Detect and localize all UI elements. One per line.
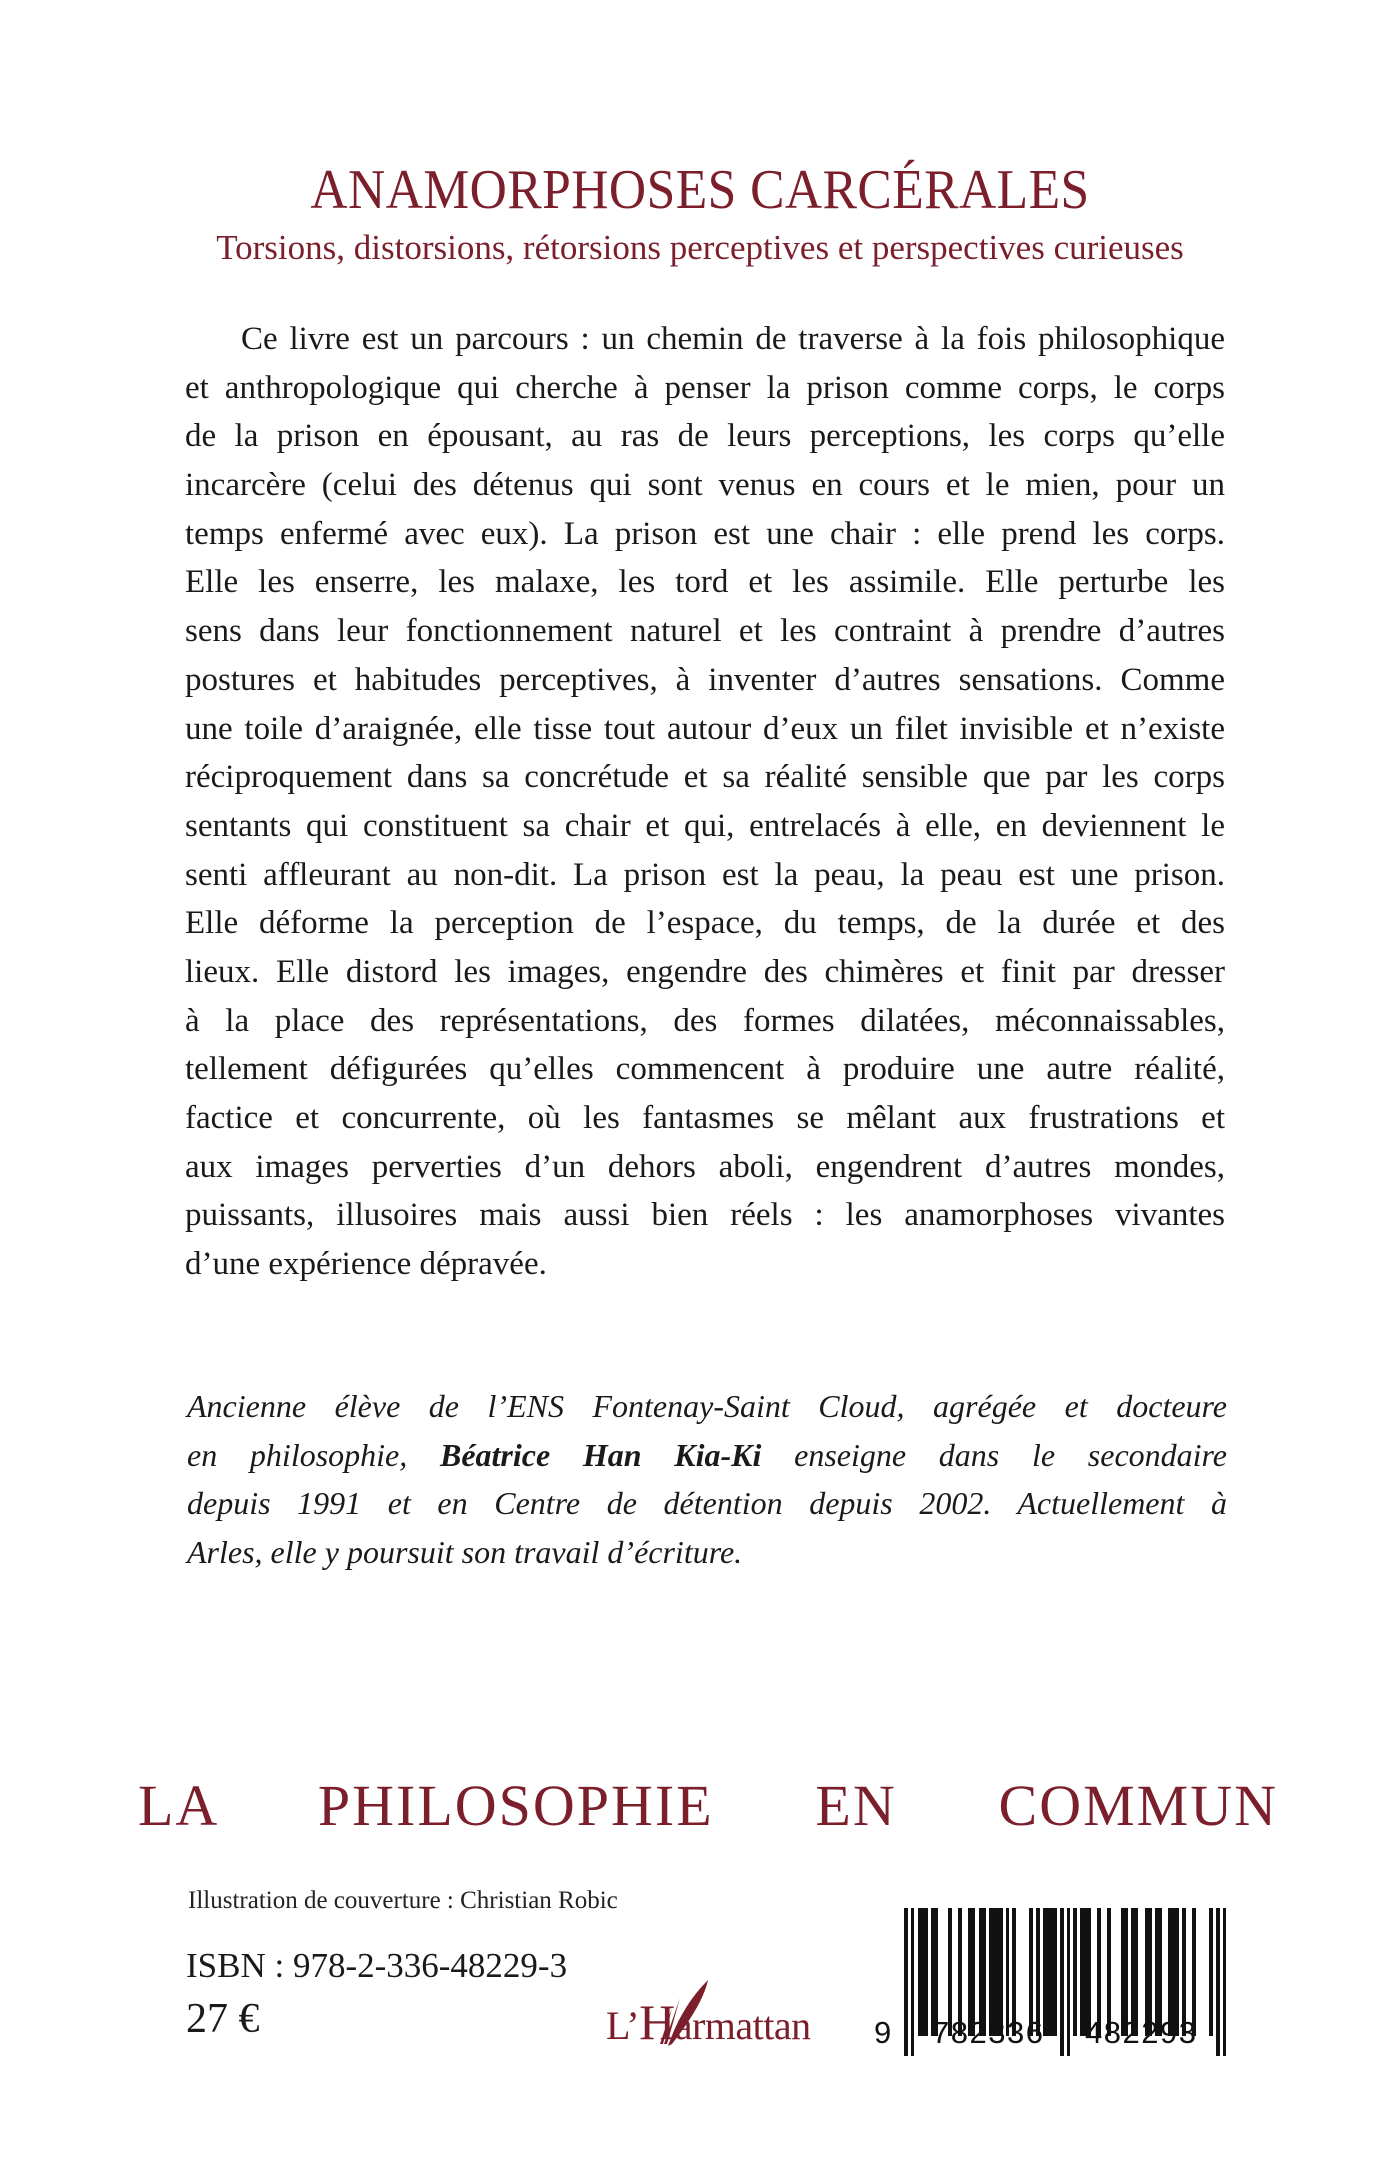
bio-line: [187, 1431, 1227, 1480]
summary-paragraph: [185, 315, 1225, 1289]
barcode-bar: [1073, 1908, 1077, 2036]
barcode-left-digits: 782336: [932, 2015, 1045, 2050]
publisher-name: [606, 1994, 811, 2050]
isbn: ISBN : 978-2-336-48229-3: [186, 1946, 568, 1985]
book-subtitle: Torsions, distorsions, rétorsions perceptives et perspectives curieuses: [216, 228, 1184, 267]
bio-line: Arles, elle y poursuit son travail d’écriture.: [187, 1534, 743, 1571]
bio-line: Ancienne élève de l’ENS Fontenay-Saint Cloud, agrégée et docteure: [187, 1388, 1227, 1424]
isbn-barcode: [870, 1890, 1240, 2050]
summary-line: une toile d’araignée, elle tisse tout autour d’eux un filet invisible et n’existe: [185, 710, 1225, 747]
publisher-logo: [606, 1992, 816, 2052]
summary-line: senti affleurant au non-dit. La prison est la peau, la peau est une prison.: [185, 856, 1225, 893]
author-name: Béatrice Han Kia-Ki: [439, 1436, 762, 1473]
summary-line: de la prison en épousant, au ras de leurs perceptions, les corps qu’elle: [185, 418, 1225, 455]
summary-line: incarcère (celui des détenus qui sont venus en cours et le mien, pour un: [185, 467, 1225, 504]
bio-text: en philosophie,: [187, 1436, 440, 1473]
summary-line: sentants qui constituent sa chair et qui, entrelacés à elle, en deviennent le: [185, 807, 1225, 844]
summary-line: tellement défigurées qu’elles commencent à produire une autre réalité,: [185, 1051, 1225, 1088]
summary-line: temps enfermé avec eux). La prison est une chair : elle prend les corps.: [185, 515, 1225, 552]
logo-prefix: L’: [606, 2003, 640, 2048]
summary-line: d’une expérience dépravée.: [185, 1246, 547, 1283]
barcode-bar: [904, 1908, 908, 2056]
summary-line: puissants, illusoires mais aussi bien réels : les anamorphoses vivantes: [185, 1197, 1225, 1234]
bio-text: enseigne dans le secondaire: [761, 1436, 1227, 1473]
barcode-bar: [1216, 1908, 1220, 2056]
barcode-bar: [1209, 1908, 1213, 2036]
barcode-bar: [1053, 1908, 1057, 2036]
barcode-bar: [911, 1908, 915, 2056]
barcode-bar: [1223, 1908, 1227, 2056]
barcode-right-digits: 482293: [1085, 2015, 1198, 2050]
summary-line: et anthropologique qui cherche à penser la prison comme corps, le corps: [185, 369, 1225, 406]
summary-line: sens dans leur fonctionnement naturel et les contraint à prendre d’autres: [185, 613, 1225, 650]
author-bio: [187, 1382, 1227, 1577]
summary-line: Elle déforme la perception de l’espace, du temps, de la durée et des: [185, 905, 1225, 942]
bio-line: depuis 1991 et en Centre de détention depuis 2002. Actuellement à: [187, 1485, 1227, 1522]
summary-line: réciproquement dans sa concrétude et sa réalité sensible que par les corps: [185, 759, 1225, 796]
barcode-lead-digit: 9: [874, 2015, 893, 2050]
illustration-credit: Illustration de couverture : Christian Robic: [188, 1887, 618, 1914]
summary-line: postures et habitudes perceptives, à inventer d’autres sensations. Comme: [185, 661, 1225, 698]
barcode-bar: [1060, 1908, 1064, 2056]
price: 27 €: [186, 1996, 260, 2042]
summary-line: lieux. Elle distord les images, engendre des chimères et finit par dresser: [185, 953, 1225, 990]
summary-line: à la place des représentations, des formes dilatées, méconnaissables,: [185, 1002, 1225, 1039]
series-title: LA PHILOSOPHIE EN COMMUN: [138, 1773, 1278, 1838]
barcode-bar: [924, 1908, 928, 2036]
barcode-bar: [1067, 1908, 1071, 2056]
summary-line: Elle les enserre, les malaxe, les tord et les assimile. Elle perturbe les: [185, 564, 1225, 601]
summary-line: factice et concurrente, où les fantasmes se mêlant aux frustrations et: [185, 1100, 1225, 1136]
logo-initial: H: [639, 1994, 675, 2050]
summary-line: Ce livre est un parcours : un chemin de traverse à la fois philosophique: [241, 321, 1225, 357]
book-title: ANAMORPHOSES CARCÉRALES: [310, 159, 1090, 221]
summary-line: aux images perverties d’un dehors aboli, engendrent d’autres mondes,: [185, 1148, 1225, 1185]
logo-rest: armattan: [674, 2003, 811, 2048]
